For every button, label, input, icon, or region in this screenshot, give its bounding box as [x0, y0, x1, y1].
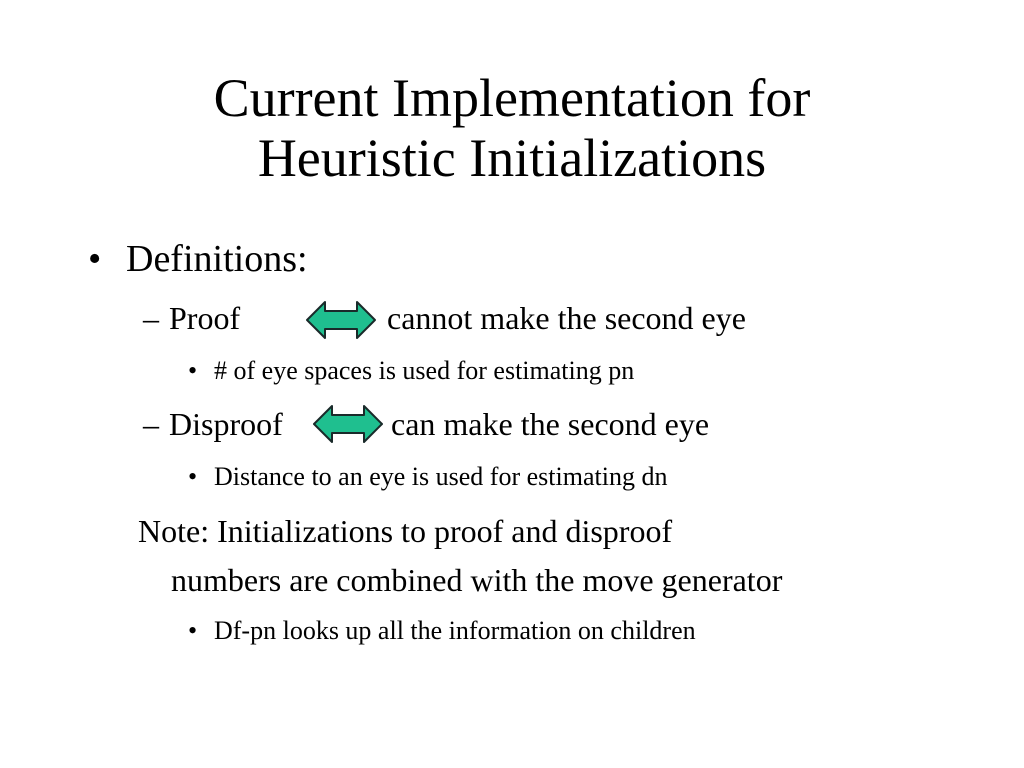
- disproof-term: Disproof: [169, 406, 283, 442]
- bullet-definitions-text: Definitions:: [126, 238, 308, 280]
- bullet-note-sub: [188, 616, 696, 646]
- left-right-arrow-icon: [305, 299, 377, 341]
- note-sub-text: Df-pn looks up all the information on children: [214, 616, 696, 645]
- slide-title: [0, 68, 1024, 188]
- bullet-disproof-sub: [188, 462, 668, 492]
- proof-definition: cannot make the second eye: [387, 300, 746, 336]
- note-line-1: Note: Initializations to proof and disproof: [138, 513, 673, 549]
- bullet-proof: [143, 299, 746, 337]
- bullet-marker: •: [188, 616, 198, 645]
- proof-sub-text: # of eye spaces is used for estimating pn: [214, 356, 635, 385]
- title-line-1: Current Implementation for: [213, 68, 811, 128]
- note-line-2: numbers are combined with the move generator: [171, 562, 783, 598]
- bullet-disproof: [143, 405, 710, 443]
- title-line-2: Heuristic Initializations: [257, 128, 767, 188]
- bullet-marker: •: [188, 462, 198, 491]
- bullet-marker: •: [188, 356, 198, 385]
- bullet-marker: •: [88, 238, 102, 280]
- bullet-proof-sub: [188, 356, 635, 386]
- disproof-definition: can make the second eye: [391, 406, 710, 442]
- proof-term: Proof: [169, 300, 241, 336]
- dash-marker: –: [143, 406, 159, 442]
- dash-marker: –: [143, 300, 159, 336]
- disproof-sub-text: Distance to an eye is used for estimating dn: [214, 462, 668, 491]
- bullet-definitions: [88, 237, 308, 281]
- left-right-arrow-icon: [312, 403, 384, 445]
